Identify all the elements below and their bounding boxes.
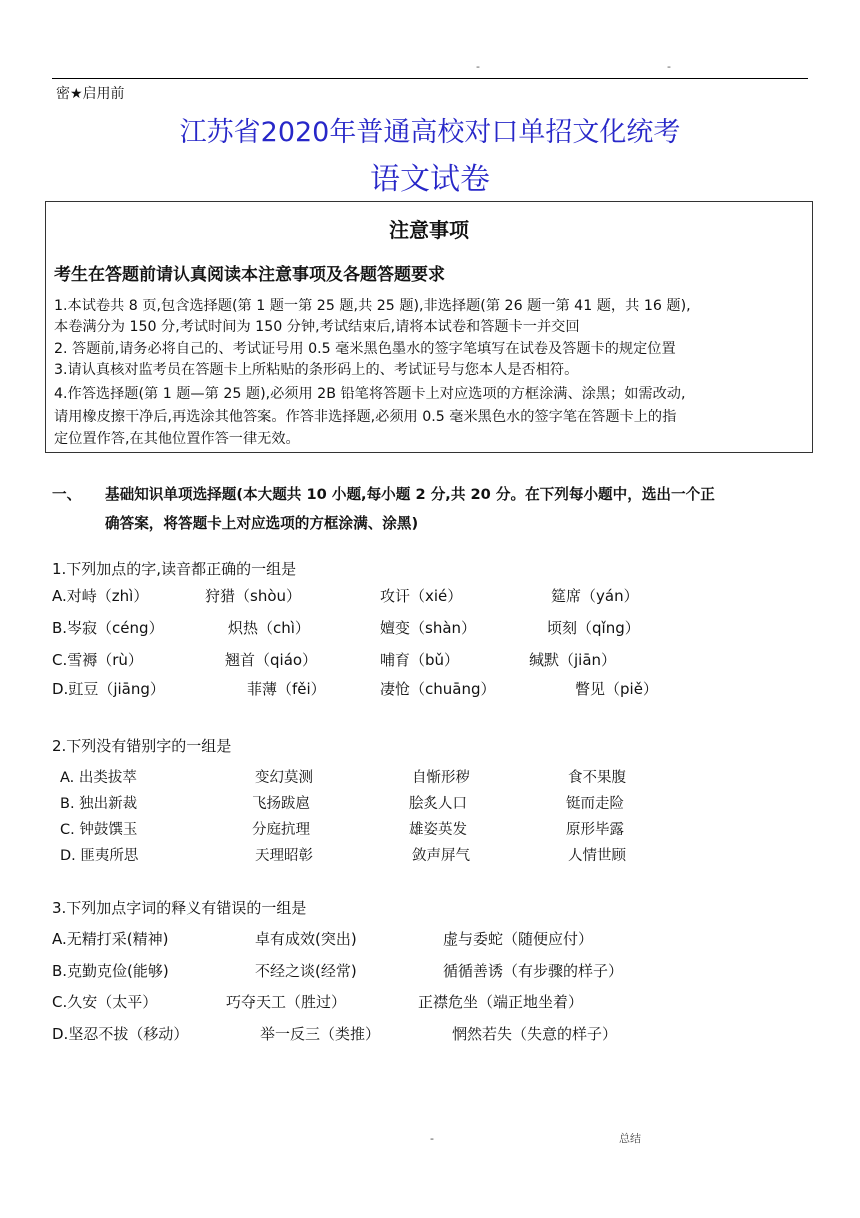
q2-option-cell: 分庭抗理 bbox=[252, 822, 310, 838]
notice-title: 注意事项 bbox=[389, 218, 469, 242]
q2-option-cell: 原形毕露 bbox=[566, 822, 624, 838]
q3-option-cell: 正襟危坐（端正地坐着） bbox=[418, 993, 584, 1011]
notice-item: 3.请认真核对监考员在答题卡上所粘贴的条形码上的、考试证号与您本人是否相符。 bbox=[54, 362, 579, 378]
q2-option-cell: 自惭形秽 bbox=[412, 770, 470, 786]
q1-option-cell: 哺育（bǔ） bbox=[380, 651, 460, 669]
header-rule bbox=[52, 78, 808, 79]
q3-option-cell: C.久安（太平） bbox=[52, 993, 158, 1011]
q2-option-cell: 人情世顾 bbox=[568, 848, 626, 864]
q3-option-cell: D.坚忍不拔（移动） bbox=[52, 1025, 189, 1043]
q2-option-cell: 飞扬跋扈 bbox=[252, 796, 310, 812]
q2-option-cell: 天理昭彰 bbox=[255, 848, 313, 864]
q1-option-cell: 顷刻（qǐng） bbox=[547, 619, 640, 637]
exam-subject-title: 语文试卷 bbox=[370, 162, 490, 197]
q2-option-cell: C. 钟鼓馔玉 bbox=[60, 822, 138, 838]
footer-text: 总结 bbox=[619, 1132, 641, 1145]
q1-option-cell: 嬗变（shàn） bbox=[380, 619, 477, 637]
notice-box bbox=[45, 201, 813, 453]
q3-option-cell: 虚与委蛇（随便应付） bbox=[443, 930, 594, 948]
section-heading-cont: 确答案，将答题卡上对应选项的方框涂满、涂黑) bbox=[105, 515, 419, 532]
q2-option-cell: D. 匪夷所思 bbox=[60, 848, 139, 864]
notice-subtitle: 考生在答题前请认真阅读本注意事项及各题答题要求 bbox=[54, 265, 445, 285]
q1-option-cell: 翘首（qiáo） bbox=[225, 651, 318, 669]
q3-option-cell: 不经之谈(经常) bbox=[255, 962, 357, 980]
section-number: 一、 bbox=[52, 486, 82, 503]
q1-option-cell: 炽热（chì） bbox=[228, 619, 310, 637]
header-mark-left: - bbox=[476, 60, 480, 73]
q2-option-cell: 铤而走险 bbox=[566, 796, 624, 812]
q1-option-cell: D.豇豆（jiāng） bbox=[52, 680, 165, 698]
q2-option-cell: 敛声屏气 bbox=[412, 848, 470, 864]
q1-option-cell: C.雪褥（rù） bbox=[52, 651, 143, 669]
notice-item: 请用橡皮擦干净后,再选涂其他答案。作答非选择题,必须用 0.5 毫米黑色水的签字笔在答题卡上的指 bbox=[54, 409, 677, 425]
q2-option-cell: A. 出类拔萃 bbox=[60, 770, 137, 786]
question-3-stem: 3.下列加点字词的释义有错误的一组是 bbox=[52, 899, 307, 917]
q3-option-cell: 举一反三（类推） bbox=[260, 1025, 381, 1043]
notice-item: 2. 答题前,请务必将自己的、考试证号用 0.5 毫米黑色墨水的签字笔填写在试卷及答题卡的规定位置 bbox=[54, 341, 676, 357]
question-2-stem: 2.下列没有错别字的一组是 bbox=[52, 737, 232, 755]
q3-option-cell: 巧夺天工（胜过） bbox=[226, 993, 347, 1011]
q1-option-cell: 菲薄（fěi） bbox=[247, 680, 326, 698]
q1-option-cell: 筵席（yán） bbox=[551, 587, 639, 605]
q1-option-cell: A.对峙（zhì） bbox=[52, 587, 149, 605]
q2-option-cell: B. 独出新裁 bbox=[60, 796, 138, 812]
header-mark-right: - bbox=[667, 60, 671, 73]
q1-option-cell: 狩猎（shòu） bbox=[205, 587, 302, 605]
q1-option-cell: B.岑寂（céng） bbox=[52, 619, 164, 637]
q3-option-cell: 循循善诱（有步骤的样子） bbox=[443, 962, 624, 980]
q3-option-cell: 卓有成效(突出) bbox=[255, 930, 357, 948]
q1-option-cell: 瞥见（piě） bbox=[575, 680, 658, 698]
notice-item: 1.本试卷共 8 页,包含选择题(第 1 题一第 25 题,共 25 题),非选择题(第 26 题一第 41 题，共 16 题), bbox=[54, 298, 691, 314]
q2-option-cell: 食不果腹 bbox=[568, 770, 626, 786]
q2-option-cell: 脍炙人口 bbox=[409, 796, 467, 812]
notice-item: 本卷满分为 150 分,考试时间为 150 分钟,考试结束后,请将本试卷和答题卡一并交回 bbox=[54, 319, 580, 335]
q3-option-cell: A.无精打采(精神) bbox=[52, 930, 169, 948]
confidential-label: 密★启用前 bbox=[56, 86, 125, 102]
q2-option-cell: 变幻莫测 bbox=[255, 770, 313, 786]
notice-item: 4.作答选择题(第 1 题—第 25 题),必须用 2B 铅笔将答题卡上对应选项的方框涂满、涂黑；如需改动, bbox=[54, 386, 686, 402]
question-1-stem: 1.下列加点的字,读音都正确的一组是 bbox=[52, 560, 297, 578]
q1-option-cell: 缄默（jiān） bbox=[529, 651, 617, 669]
q2-option-cell: 雄姿英发 bbox=[409, 822, 467, 838]
notice-item: 定位置作答,在其他位置作答一律无效。 bbox=[54, 431, 300, 447]
section-heading: 基础知识单项选择题(本大题共 10 小题,每小题 2 分,共 20 分。在下列每小题中，选出一个正 bbox=[105, 486, 715, 503]
q1-option-cell: 攻讦（xié） bbox=[380, 587, 463, 605]
exam-title: 江苏省2020年普通高校对口单招文化统考 bbox=[179, 117, 681, 148]
q1-option-cell: 凄怆（chuāng） bbox=[380, 680, 496, 698]
q3-option-cell: 惘然若失（失意的样子） bbox=[452, 1025, 618, 1043]
footer-mark: - bbox=[430, 1132, 434, 1145]
q3-option-cell: B.克勤克俭(能够) bbox=[52, 962, 169, 980]
